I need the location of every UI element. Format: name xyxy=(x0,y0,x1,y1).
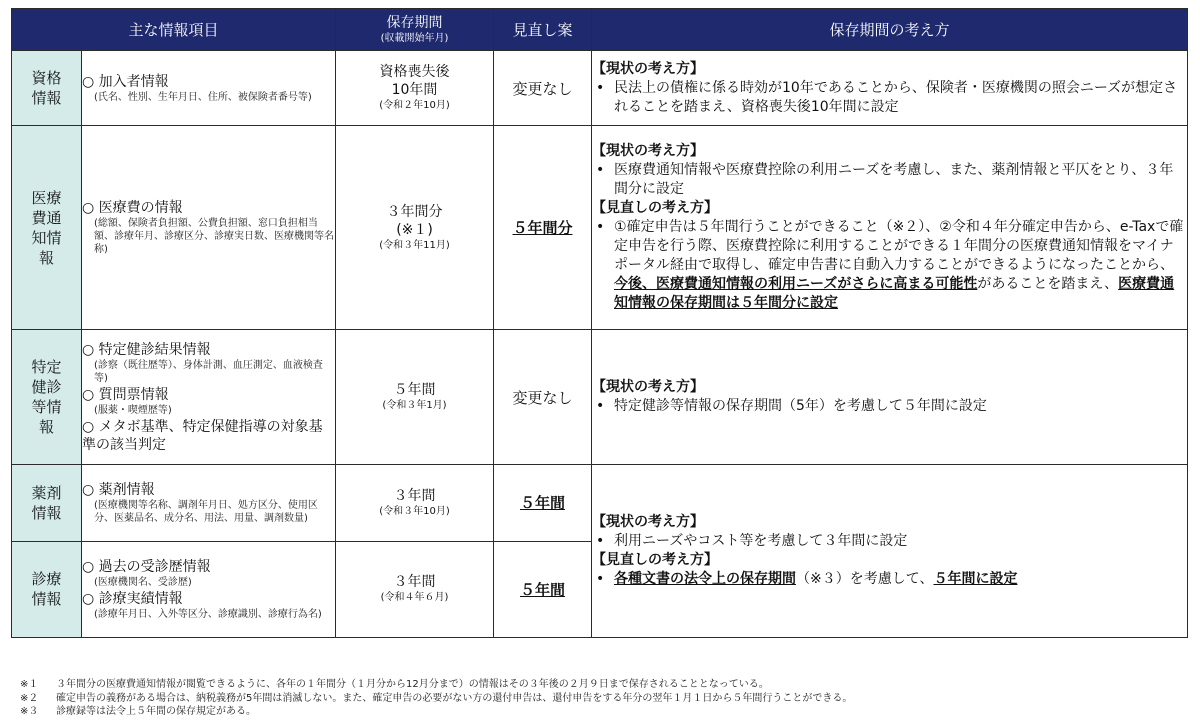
revision-cell xyxy=(494,464,592,541)
revision-cell xyxy=(494,330,592,464)
item-detail: (氏名、性別、生年月日、住所、被保険者番号等) xyxy=(94,91,312,103)
item-detail: (診療年月日、入外等区分、診療識別、診療行為名) xyxy=(94,608,322,620)
review-emphasis: 医療費通知情報の保存期間は５年間分に設定 xyxy=(614,276,1175,312)
item-head: ○ 薬剤情報 xyxy=(82,481,155,498)
category-label: 情報 xyxy=(31,503,62,522)
item-detail: (医療機関等名称、調剤年月日、処方区分、使用区分、医薬品名、成分名、用法、用量、調剤数量) xyxy=(94,499,318,524)
period-text: 10年間 xyxy=(391,82,438,99)
period-cell xyxy=(336,126,494,330)
item-detail: (医療機関名、受診歴) xyxy=(94,576,192,588)
period-cell xyxy=(336,51,494,126)
review-text xyxy=(592,570,1187,589)
review-emphasis: ５年間に設定 xyxy=(933,570,1018,587)
footnote xyxy=(20,692,852,706)
current-text: • 特定健診等情報の保存期間（5年）を考慮して５年間に設定 xyxy=(592,397,1187,416)
review-heading: 【見直しの考え方】 xyxy=(592,551,719,568)
current-heading: 【現状の考え方】 xyxy=(592,513,705,530)
revision-text: 変更なし xyxy=(512,79,573,98)
items-cell xyxy=(82,464,336,541)
review-text xyxy=(592,218,1187,313)
list-item xyxy=(82,418,335,454)
period-start: (令和２年10月) xyxy=(379,100,450,112)
footnote xyxy=(20,705,852,719)
header-row xyxy=(12,9,1188,51)
header-revision: 見直し案 xyxy=(494,9,592,51)
list-item xyxy=(82,558,335,589)
header-period-sub: (収載開始年月) xyxy=(380,32,449,44)
current-heading: 【現状の考え方】 xyxy=(592,60,705,77)
current-text: • 民法上の債権に係る時効が10年であることから、保険者・医療機関の照会ニーズが想定されることを踏まえ、資格喪失後10年間に設定 xyxy=(592,79,1187,117)
footnotes xyxy=(20,678,852,719)
category-label: 情報 xyxy=(31,590,62,609)
footnote-mark: ※３ xyxy=(20,706,39,717)
period-cell xyxy=(336,330,494,464)
review-text-part: ①確定申告は５年間行うことができること（※２）、②令和４年分確定申告から、e-Taxで確定申告を行う際、医療費控除に利用することができる１年間分の医療費通知情報をマイナポータル経由で取得し、確定申告書に自動入力することができるようになったことから、 xyxy=(614,219,1184,274)
category-label: 知情 xyxy=(31,228,62,247)
period-start: (令和４年６月) xyxy=(380,592,449,604)
category-label: 費通 xyxy=(31,208,62,227)
category-label: 等情 xyxy=(31,398,62,417)
category-label: 情報 xyxy=(31,89,62,108)
footnote-text: 診療録等は法令上５年間の保存規定がある。 xyxy=(56,706,256,717)
footnote-mark: ※１ xyxy=(20,679,39,690)
list-item xyxy=(82,341,335,385)
header-info-items: 主な情報項目 xyxy=(12,9,336,51)
table-row xyxy=(12,51,1188,126)
list-item xyxy=(82,481,335,525)
footnote-text: 確定申告の義務がある場合は、納税義務が5年間は消滅しない。また、確定申告の必要がない方の還付申告は、還付申告をする年分の翌年１月１日から５年間行うことができる。 xyxy=(56,692,853,704)
rationale-cell xyxy=(592,330,1188,464)
revision-text: ５年間分 xyxy=(512,219,573,238)
period-text: ３年間 xyxy=(393,487,436,504)
item-detail: (服薬・喫煙歴等) xyxy=(94,404,172,416)
footnote-mark: ※２ xyxy=(20,692,39,704)
category-cell xyxy=(12,330,82,464)
items-cell xyxy=(82,330,336,464)
current-heading: 【現状の考え方】 xyxy=(592,143,705,160)
item-head: ○ 質問票情報 xyxy=(82,386,169,403)
current-text: • 医療費通知情報や医療費控除の利用ニーズを考慮し、また、薬剤情報と平仄をとり、３年間分に設定 xyxy=(592,161,1187,199)
table-row xyxy=(12,126,1188,330)
review-text-part: （※３）を考慮して、 xyxy=(796,570,934,587)
rationale-cell xyxy=(592,51,1188,126)
category-cell xyxy=(12,464,82,541)
review-text-part: があることを踏まえ、 xyxy=(977,276,1119,293)
items-cell xyxy=(82,541,336,637)
rationale-cell xyxy=(592,126,1188,330)
rationale-cell xyxy=(592,464,1188,637)
category-label: 薬剤 xyxy=(31,483,62,502)
review-emphasis: 各種文書の法令上の保存期間 xyxy=(614,570,797,587)
category-label: 報 xyxy=(38,418,54,437)
period-cell xyxy=(336,464,494,541)
header-rationale: 保存期間の考え方 xyxy=(592,9,1188,51)
item-head: ○ 加入者情報 xyxy=(82,73,169,90)
list-item xyxy=(82,199,335,256)
period-cell xyxy=(336,541,494,637)
category-cell xyxy=(12,541,82,637)
category-label: 診療 xyxy=(31,570,62,589)
review-heading: 【見直しの考え方】 xyxy=(592,200,719,217)
table-row xyxy=(12,464,1188,541)
category-label: 報 xyxy=(38,248,54,267)
category-label: 資格 xyxy=(31,69,62,88)
item-head: ○ 医療費の情報 xyxy=(82,200,183,217)
retention-table xyxy=(11,8,1188,638)
item-head: ○ メタボ基準、特定保健指導の対象基準の該当判定 xyxy=(82,418,323,453)
list-item xyxy=(82,590,335,621)
period-text: (※１) xyxy=(396,221,433,238)
period-text: ３年間 xyxy=(393,574,436,591)
item-head: ○ 特定健診結果情報 xyxy=(82,341,211,358)
category-label: 特定 xyxy=(31,358,62,377)
list-item xyxy=(82,73,335,104)
items-cell xyxy=(82,51,336,126)
period-start: (令和３年11月) xyxy=(379,239,450,251)
category-cell xyxy=(12,126,82,330)
review-emphasis: 今後、医療費通知情報の利用ニーズがさらに高まる可能性 xyxy=(614,276,978,293)
footnote xyxy=(20,678,852,692)
revision-cell xyxy=(494,126,592,330)
category-cell xyxy=(12,51,82,126)
item-head: ○ 診療実績情報 xyxy=(82,590,183,607)
item-detail: (総額、保険者負担額、公費負担額、窓口負担相当額、診療年月、診療区分、診療実日数、医療機関等名称) xyxy=(94,218,334,256)
list-item xyxy=(82,386,335,417)
revision-text: ５年間 xyxy=(520,494,566,513)
header-period-main: 保存期間 xyxy=(386,14,443,31)
item-detail: (診察（既往歴等）、身体計測、血圧測定、血液検査等) xyxy=(94,359,323,384)
period-text: ５年間 xyxy=(393,382,436,399)
revision-cell xyxy=(494,51,592,126)
table-row xyxy=(12,330,1188,464)
header-period xyxy=(336,9,494,51)
revision-text: 変更なし xyxy=(512,388,573,407)
period-start: (令和３年10月) xyxy=(379,505,450,517)
period-text: ３年間分 xyxy=(386,203,443,220)
category-label: 健診 xyxy=(31,378,62,397)
revision-cell xyxy=(494,541,592,637)
items-cell xyxy=(82,126,336,330)
current-heading: 【現状の考え方】 xyxy=(592,379,705,396)
category-label: 医療 xyxy=(31,188,62,207)
footnote-text: ３年間分の医療費通知情報が閲覧できるように、各年の１年間分（１月分から12月分まで）の情報はその３年後の２月９日まで保存されることとなっている。 xyxy=(56,679,769,690)
item-head: ○ 過去の受診歴情報 xyxy=(82,558,211,575)
period-start: (令和３年1月) xyxy=(382,400,447,412)
current-text: • 利用ニーズやコスト等を考慮して３年間に設定 xyxy=(592,532,1187,551)
period-text: 資格喪失後 xyxy=(379,64,450,81)
revision-text: ５年間 xyxy=(520,580,566,599)
